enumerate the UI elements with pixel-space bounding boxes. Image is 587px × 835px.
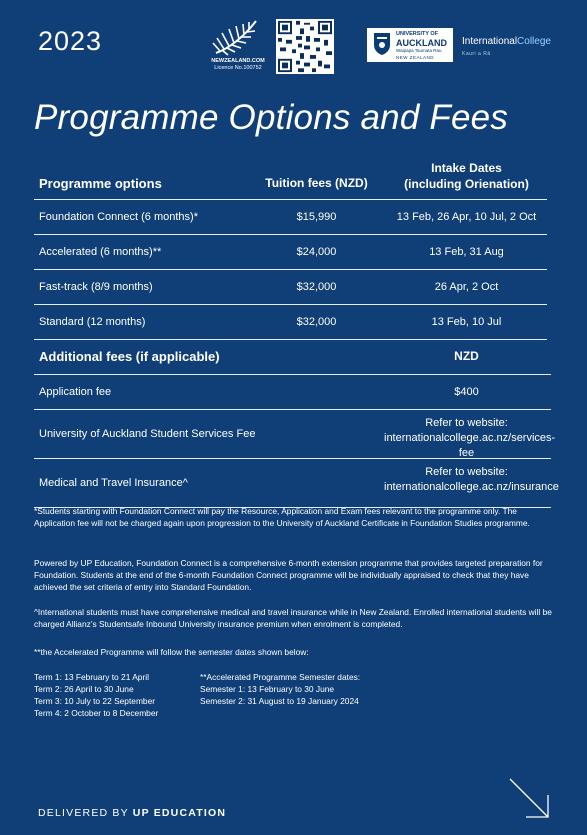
header-tuition: Tuition fees (NZD) <box>265 176 368 190</box>
nz-licence-text: Licence No.100752 <box>214 65 262 71</box>
table-header-row <box>34 158 551 199</box>
crest-icon <box>373 32 391 56</box>
term-dates-list <box>34 671 158 719</box>
year-label: 2023 <box>38 26 103 56</box>
programme-name: Fast-track (8/9 months) <box>39 281 153 293</box>
page-title: Programme Options and Fees <box>34 98 509 137</box>
university-of-auckland-logo <box>367 28 453 62</box>
list-item: Term 2: 26 April to 30 June <box>34 684 134 694</box>
table-row <box>34 410 556 459</box>
table-row <box>34 305 547 340</box>
programme-fee: $32,000 <box>296 281 337 293</box>
delivered-by-prefix: DELIVERED BY <box>38 807 133 819</box>
table-row <box>34 375 551 410</box>
table-row <box>34 235 547 270</box>
note-insurance: ^International students must have comprehensive medical and travel insurance while in New Zealand. Enrolled international students will be charged Allianz’s Studentsafe Inbound University insurance premium when enrolment is completed. <box>34 607 552 629</box>
programme-intake: 13 Feb, 26 Apr, 10 Jul, 2 Oct <box>396 211 537 223</box>
services-fee-link[interactable]: internationalcollege.ac.nz/services-fee <box>384 432 556 459</box>
nz-site-text: NEWZEALAND.COM <box>211 58 265 64</box>
delivered-by <box>38 807 226 819</box>
new-zealand-logo <box>208 19 268 75</box>
additional-fees-header-row <box>34 340 551 375</box>
programme-fee: $24,000 <box>296 246 337 258</box>
programme-intake: 13 Feb, 10 Jul <box>431 316 502 328</box>
qr-code-icon[interactable] <box>276 19 334 74</box>
header-intake-line1: Intake Dates <box>431 161 502 175</box>
additional-fee-value <box>384 465 559 495</box>
delivered-by-brand: UP EDUCATION <box>132 807 227 819</box>
list-item: Term 4: 2 October to 8 December <box>34 708 159 718</box>
uoa-line4: NEW ZEALAND <box>396 55 435 60</box>
programme-intake: 26 Apr, 2 Oct <box>434 281 499 293</box>
programme-name: Foundation Connect (6 months)* <box>39 211 198 223</box>
ic-word2: College <box>517 36 551 47</box>
additional-fee-name: Application fee <box>39 386 112 398</box>
fees-table <box>34 158 559 508</box>
refer-label: Refer to website: <box>425 466 508 478</box>
additional-fee-value: $400 <box>454 386 479 398</box>
additional-fee-name: Medical and Travel Insurance^ <box>39 477 188 489</box>
note-foundation-connect: *Students starting with Foundation Connect will pay the Resource, Application and Exam fees relevant to the programme only. The Application fee will not be charged again upon progression to the University of Auckland Certificate in Foundation Studies programme. <box>34 506 530 528</box>
insurance-link[interactable]: internationalcollege.ac.nz/insurance <box>384 481 559 493</box>
list-item: Term 1: 13 February to 21 April <box>34 672 149 682</box>
additional-fees-currency: NZD <box>454 349 479 363</box>
ic-sub: Kauri a Rā <box>462 51 491 57</box>
list-item: Semester 2: 31 August to 19 January 2024 <box>200 696 359 706</box>
programme-intake: 13 Feb, 31 Aug <box>429 246 504 258</box>
programme-fee: $15,990 <box>296 211 337 223</box>
programme-name: Standard (12 months) <box>39 316 146 328</box>
table-row <box>34 459 559 508</box>
uoa-line2: AUCKLAND <box>396 38 447 48</box>
header-intake <box>384 160 549 192</box>
header-programme: Programme options <box>39 176 162 191</box>
table-row <box>34 200 547 235</box>
semester-dates-list <box>200 671 360 707</box>
ic-word1: International <box>462 36 518 47</box>
programme-name: Accelerated (6 months)** <box>39 246 162 258</box>
list-item: Semester 1: 13 February to 30 June <box>200 684 335 694</box>
note-powered-by: Powered by UP Education, Foundation Connect is a comprehensive 6-month extension programme that provides targeted preparation for Foundation. Students at the end of the 6-month Foundation Connect programme will be individually appraised to check that they have achieved the set criteria of entry into Standard Foundation. <box>34 558 543 592</box>
list-item: Term 3: 10 July to 22 September <box>34 696 156 706</box>
header-intake-line2: (including Orienation) <box>404 177 529 191</box>
note-accelerated: **the Accelerated Programme will follow the semester dates shown below: <box>34 647 309 657</box>
additional-fee-value <box>384 416 556 461</box>
semester-title: **Accelerated Programme Semester dates: <box>200 672 361 682</box>
additional-fees-label: Additional fees (if applicable) <box>39 349 220 364</box>
table-row <box>34 270 547 305</box>
arrow-down-right-icon <box>508 777 550 819</box>
international-college-logo <box>462 36 551 57</box>
programme-fee: $32,000 <box>296 316 337 328</box>
silver-fern-icon <box>208 19 268 57</box>
uoa-line3: Waipapa Taumata Rau <box>396 48 442 53</box>
additional-fee-name: University of Auckland Student Services Fee <box>39 428 256 440</box>
uoa-line1: UNIVERSITY OF <box>396 31 439 37</box>
refer-label: Refer to website: <box>425 417 508 429</box>
